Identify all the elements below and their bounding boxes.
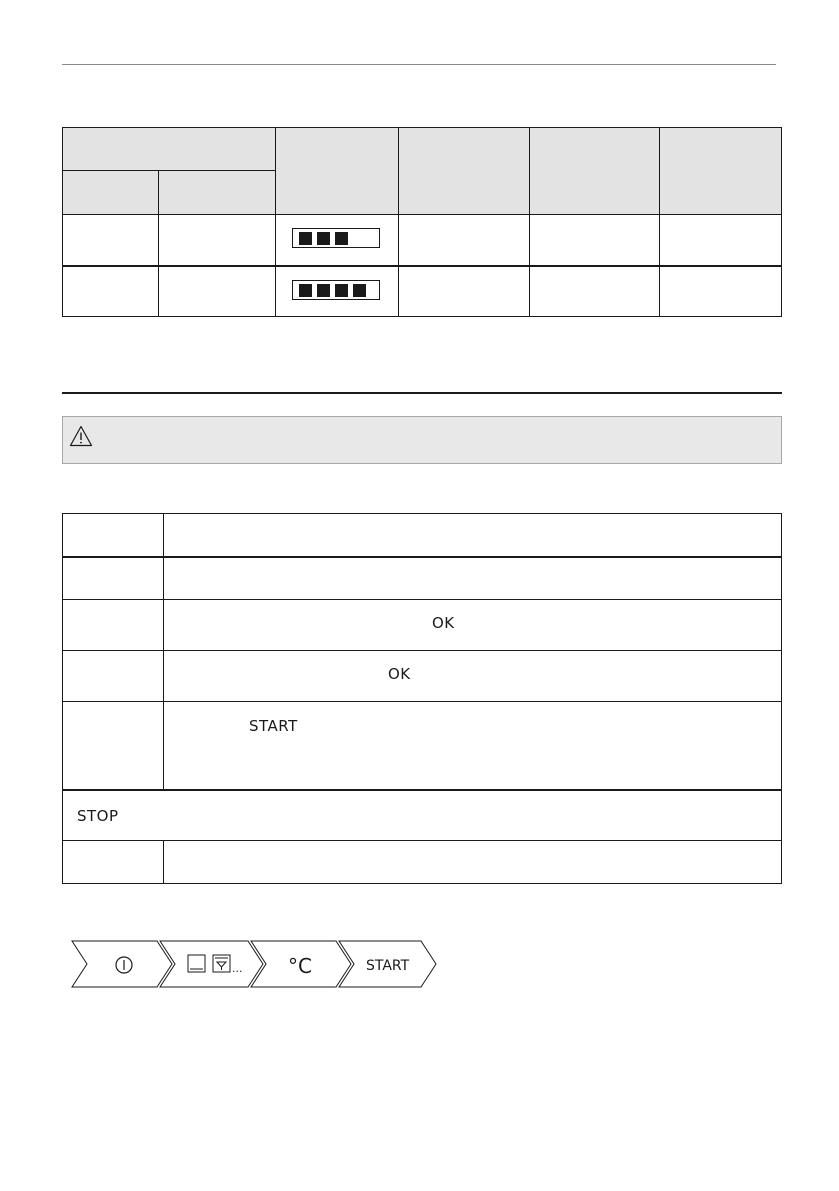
ok-key-label: OK bbox=[388, 665, 411, 683]
heat-level-square bbox=[335, 232, 348, 245]
heat-level-square bbox=[353, 284, 366, 297]
heat-level-square bbox=[317, 232, 330, 245]
warning-triangle-icon bbox=[69, 425, 93, 447]
temperature-label: °C bbox=[288, 954, 312, 978]
section-divider bbox=[62, 392, 782, 394]
ok-key-label: OK bbox=[432, 614, 455, 632]
heat-indicator-table bbox=[62, 127, 782, 317]
flow-step-power bbox=[72, 941, 172, 987]
ellipsis-text: ... bbox=[232, 962, 243, 975]
page-top-rule bbox=[62, 64, 776, 65]
heat-level-square bbox=[299, 232, 312, 245]
warning-box bbox=[62, 416, 782, 464]
heat-level-square bbox=[317, 284, 330, 297]
heat-level-indicator bbox=[292, 280, 380, 300]
table-header bbox=[63, 128, 781, 214]
heat-level-square bbox=[299, 284, 312, 297]
start-label: START bbox=[366, 958, 410, 974]
heat-level-square bbox=[335, 284, 348, 297]
flow-step-function bbox=[160, 941, 263, 987]
procedure-table bbox=[62, 513, 782, 884]
start-key-label: START bbox=[249, 717, 298, 735]
stop-key-label: STOP bbox=[77, 807, 119, 825]
operation-flow bbox=[70, 938, 440, 990]
heat-level-indicator bbox=[292, 228, 380, 248]
